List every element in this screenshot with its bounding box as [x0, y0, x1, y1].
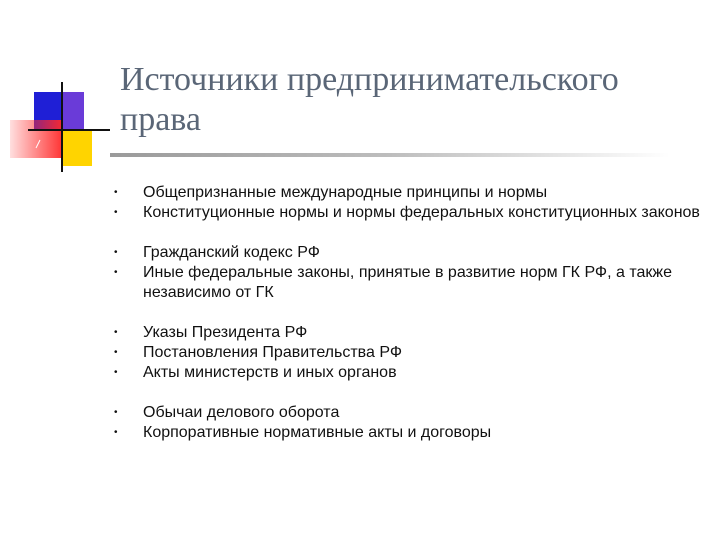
- list-item-text: Акты министерств и иных органов: [143, 364, 397, 381]
- list-item: [108, 323, 708, 343]
- bullet-dot-icon: •: [114, 407, 118, 418]
- list-item-text: Корпоративные нормативные акты и договоры: [143, 424, 492, 441]
- bullet-group: [108, 323, 708, 383]
- list-item-text: Гражданский кодекс РФ: [143, 244, 320, 261]
- decorative-color-blocks: [0, 0, 110, 180]
- bullet-group: [108, 183, 708, 223]
- bullet-dot-icon: •: [114, 367, 118, 378]
- list-item-text: Указы Президента РФ: [143, 324, 308, 341]
- bullet-group: [108, 243, 708, 303]
- slide-title: Источники предпринимательского права: [120, 61, 619, 138]
- bullet-dot-icon: •: [114, 427, 118, 438]
- list-item: [108, 243, 708, 263]
- list-item-text: Конституционные нормы и нормы федеральных конституционных законов: [143, 204, 700, 221]
- bullet-dot-icon: •: [114, 247, 118, 258]
- list-item-text: Постановления Правительства РФ: [143, 344, 402, 361]
- list-item: [108, 403, 708, 423]
- bullet-dot-icon: •: [114, 327, 118, 338]
- bullet-dot-icon: •: [114, 207, 118, 218]
- list-item-text: Обычаи делового оборота: [143, 404, 340, 421]
- list-item: [108, 203, 708, 223]
- list-item-text: Иные федеральные законы, принятые в развитие норм ГК РФ, а также независимо от ГК: [143, 264, 672, 301]
- title-divider: [110, 153, 670, 157]
- list-item: [108, 343, 708, 363]
- list-item: [108, 263, 708, 303]
- bullet-list: [108, 183, 708, 463]
- bullet-dot-icon: •: [114, 347, 118, 358]
- bullet-dot-icon: •: [114, 187, 118, 198]
- bullet-group: [108, 403, 708, 443]
- list-item: [108, 363, 708, 383]
- list-item: [108, 183, 708, 203]
- bullet-dot-icon: •: [114, 267, 118, 278]
- list-item: [108, 423, 708, 443]
- list-item-text: Общепризнанные международные принципы и нормы: [143, 184, 548, 201]
